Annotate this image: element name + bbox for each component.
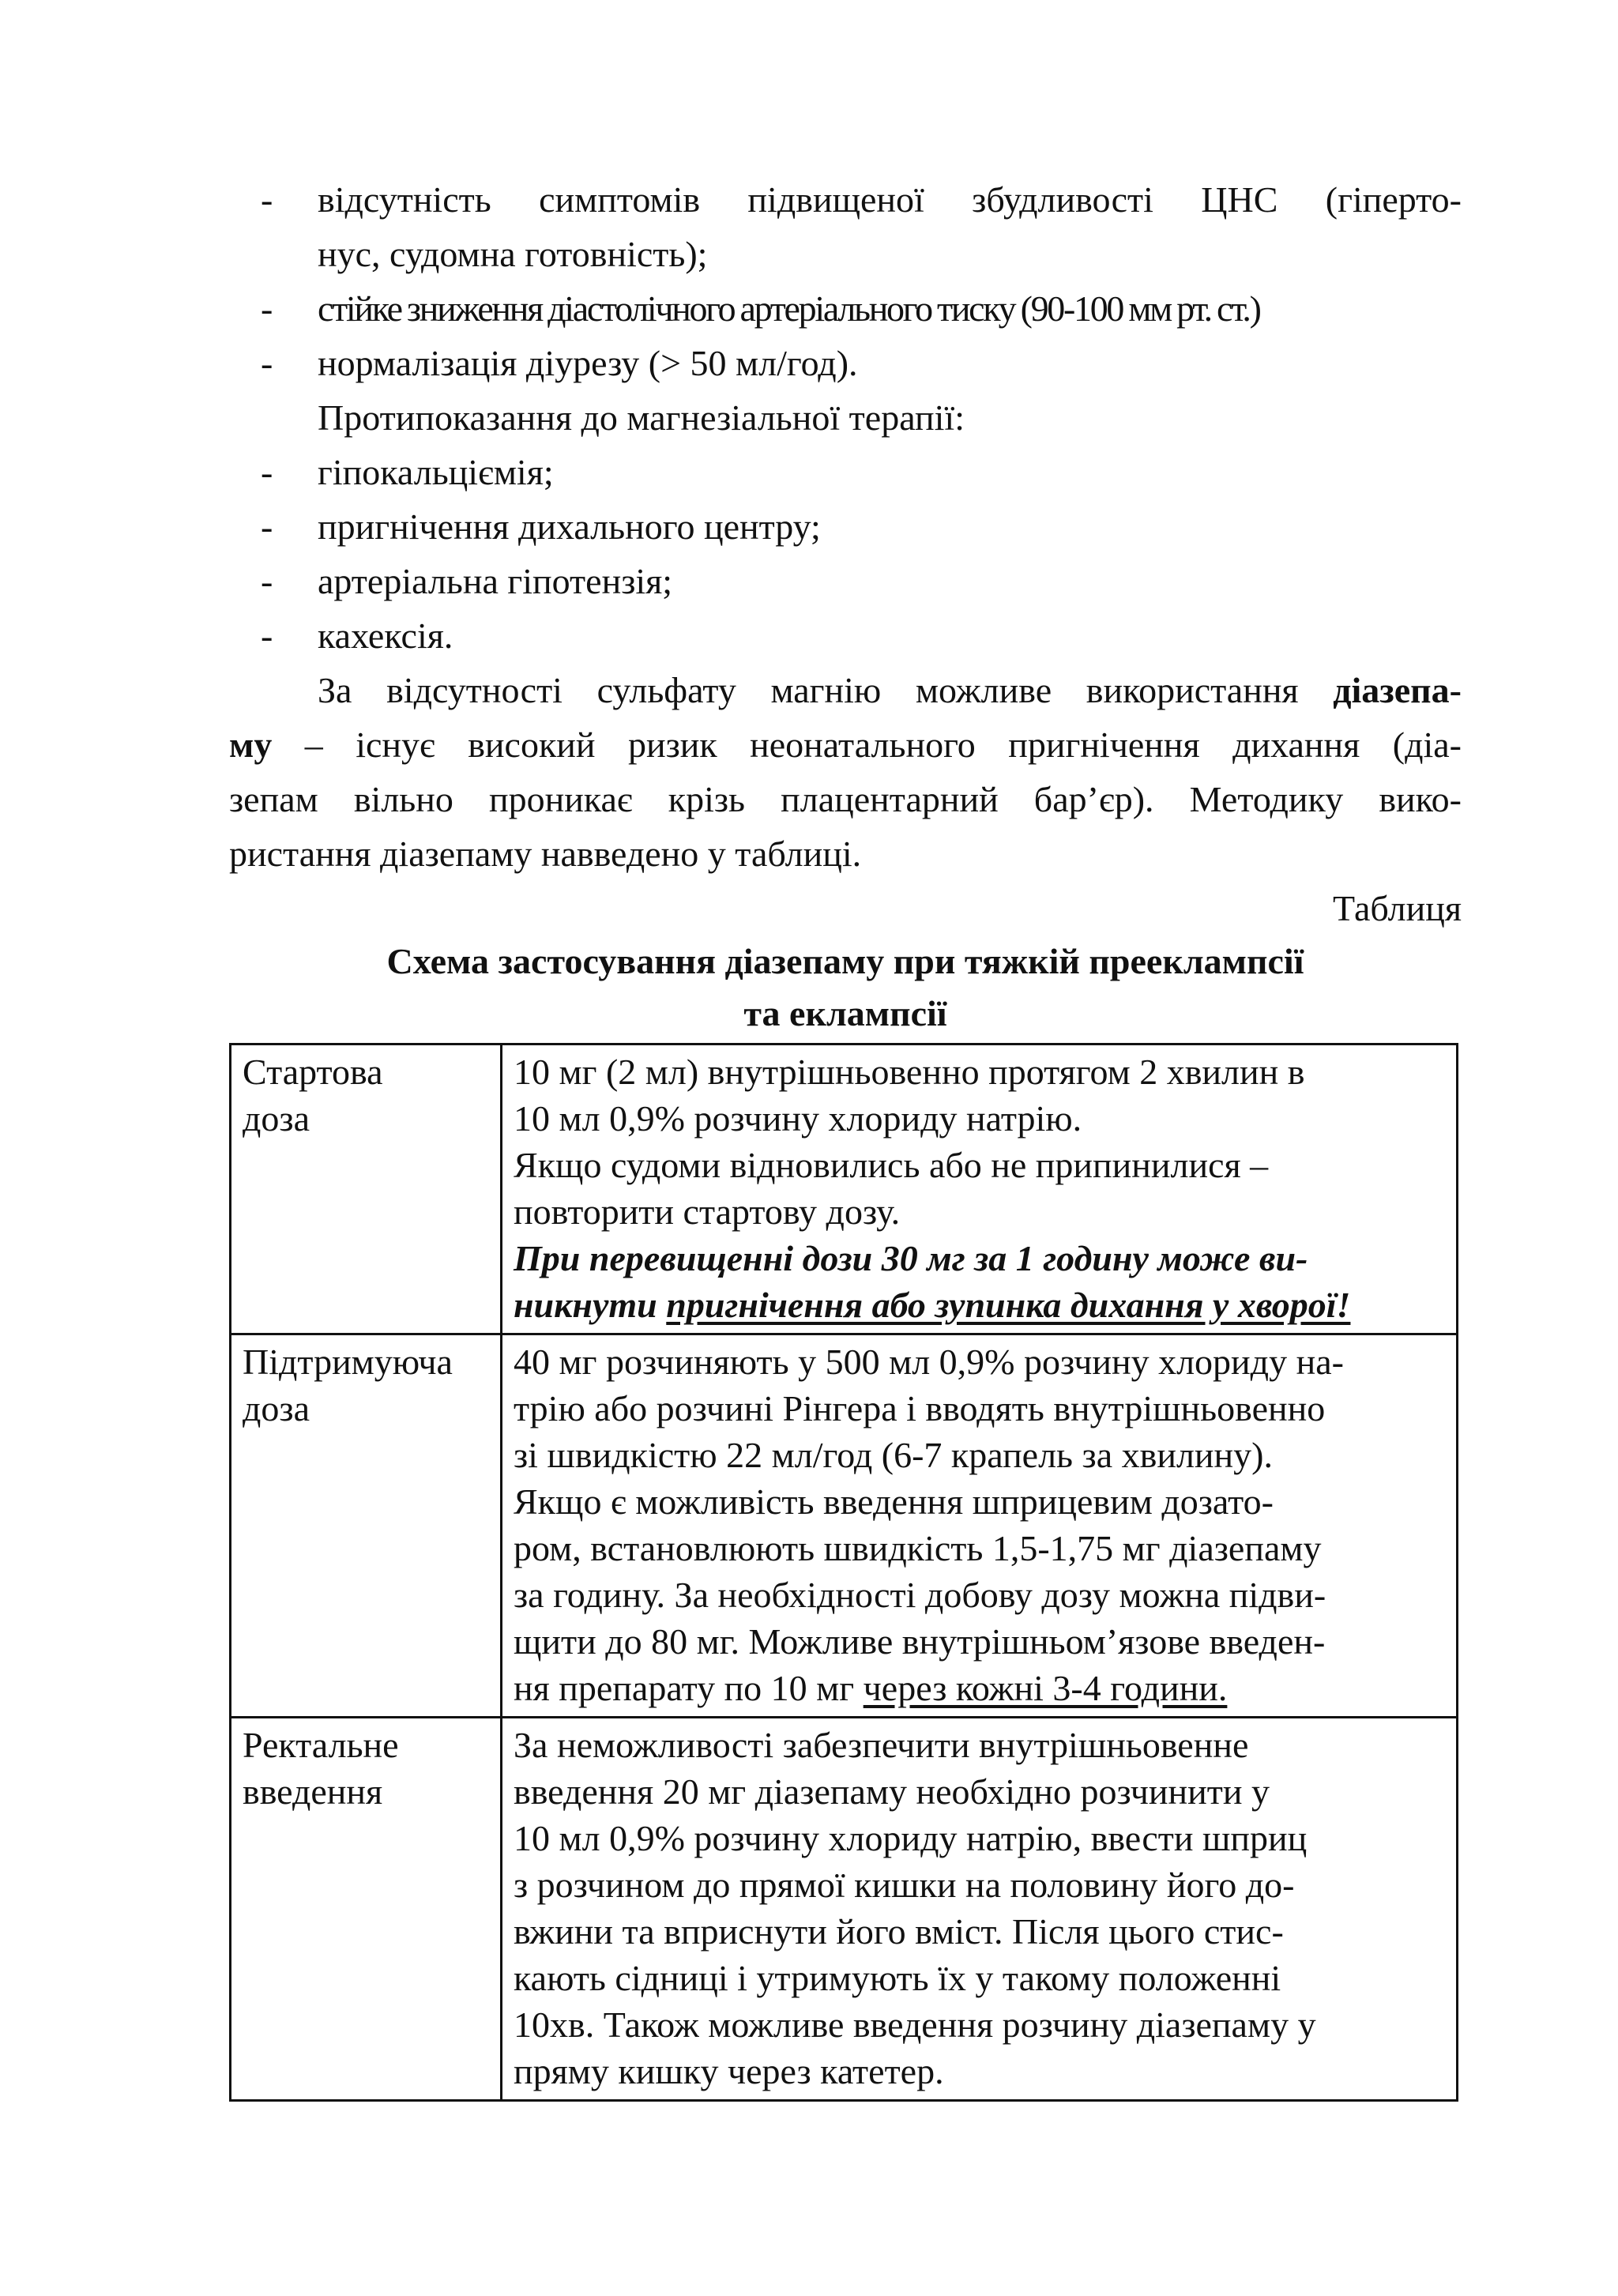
cell-text-line: трію або розчині Рінгера і вводять внутрішньовенно (514, 1388, 1326, 1428)
cell-text-line: пряму кишку через катетер. (514, 2051, 944, 2091)
list-item-text: артеріальна гіпотензія; (318, 561, 673, 601)
table-row (231, 1044, 1458, 1334)
row-content-cell (502, 1718, 1458, 2101)
list-item-text: відсутність симптомів підвищеної збудливості ЦНС (гіперто- (318, 179, 1462, 220)
list-dash: - (261, 452, 273, 492)
row-label-cell (231, 1718, 502, 2101)
cell-text-line: ром, встановлюють швидкість 1,5-1,75 мг діазепаму (514, 1528, 1322, 1568)
cell-text-line: 10хв. Також можливе введення розчину діазепаму у (514, 2004, 1316, 2045)
list-item-text: стійке зниження діастолічного артеріального тиску (90-100 мм рт. ст.) (318, 288, 1260, 329)
paragraph-text: За відсутності сульфату магнію можливе використання (318, 670, 1334, 710)
underlined-text: через кожні 3-4 години. (863, 1668, 1228, 1708)
warning-text-line (514, 1282, 1445, 1328)
row-label-cell (231, 1334, 502, 1718)
table-row (231, 1334, 1458, 1718)
list-item (229, 281, 1462, 336)
table-title (229, 935, 1462, 1040)
row-label: введення (243, 1771, 383, 1812)
list-dash: - (261, 561, 273, 601)
list-item (229, 445, 1462, 499)
list-dash: - (261, 615, 273, 656)
page-content (229, 172, 1462, 2102)
list-dash: - (261, 506, 273, 547)
list-item-text: гіпокальціємія; (318, 452, 554, 492)
row-label: Підтримуюча (243, 1342, 453, 1382)
cell-text-line: За неможливості забезпечити внутрішньовенне (514, 1725, 1249, 1765)
table-title-line: та еклампсії (743, 993, 947, 1033)
list-item-text: пригнічення дихального центру; (318, 506, 821, 547)
cell-text-line: за годину. За необхідності добову дозу можна підви- (514, 1575, 1326, 1615)
paragraph-line: зепам вільно проникає крізь плацентарний бар’єр). Методику вико- (229, 779, 1462, 819)
list-item (229, 499, 1462, 554)
cell-text-line (514, 1665, 1445, 1711)
table-title-line: Схема застосування діазепаму при тяжкій прееклампсії (386, 941, 1304, 981)
diazepam-paragraph (229, 663, 1462, 881)
row-content-cell (502, 1044, 1458, 1334)
list-item-text: кахексія. (318, 615, 453, 656)
criteria-list (229, 172, 1462, 390)
cell-text-line: 10 мг (2 мл) внутрішньовенно протягом 2 хвилин в (514, 1052, 1305, 1092)
list-item (229, 336, 1462, 390)
warning-text: никнути (514, 1285, 667, 1325)
diazepam-scheme-table (229, 1043, 1458, 2102)
paragraph-line (229, 717, 1462, 772)
cell-text-line: щити до 80 мг. Можливе внутрішньом’язове введен- (514, 1621, 1326, 1662)
paragraph-bold-text: діазепа- (1333, 670, 1462, 710)
cell-text-line: повторити стартову дозу. (514, 1191, 901, 1232)
list-item (229, 608, 1462, 663)
cell-text-line: зі швидкістю 22 мл/год (6-7 крапель за хвилину). (514, 1435, 1273, 1475)
warning-text-line: При перевищенні дози 30 мг за 1 годину може ви- (514, 1238, 1308, 1278)
row-label-cell (231, 1044, 502, 1334)
cell-text-line: вжини та вприснути його вміст. Після цього стис- (514, 1911, 1284, 1952)
cell-text-line: 40 мг розчиняють у 500 мл 0,9% розчину хлориду на- (514, 1342, 1344, 1382)
row-label: доза (243, 1098, 310, 1139)
cell-text-line: введення 20 мг діазепаму необхідно розчинити у (514, 1771, 1270, 1812)
row-label: Стартова (243, 1052, 383, 1092)
row-content-cell (502, 1334, 1458, 1718)
paragraph-line (229, 663, 1462, 717)
table-label: Таблиця (1333, 888, 1462, 928)
cell-text: ня препарату по 10 мг (514, 1668, 864, 1708)
paragraph-text: – існує високий ризик неонатального пригнічення дихання (діа- (272, 725, 1462, 765)
cell-text-line: кають сідниці і утримують їх у такому положенні (514, 1958, 1281, 1998)
cell-text-line: 10 мл 0,9% розчину хлориду натрію. (514, 1098, 1082, 1139)
row-label: Ректальне (243, 1725, 399, 1765)
list-dash: - (261, 288, 273, 329)
list-dash: - (261, 343, 273, 383)
cell-text-line: Якщо судоми відновились або не припинилися – (514, 1145, 1269, 1185)
paragraph-bold-text: му (229, 725, 273, 765)
table-row (231, 1718, 1458, 2101)
paragraph-line: ристання діазепаму навведено у таблиці. (229, 834, 862, 874)
list-item-text: нус, судомна готовність); (318, 234, 708, 274)
row-label: доза (243, 1388, 310, 1428)
list-item (229, 172, 1462, 281)
warning-underlined-text: пригнічення або зупинка дихання у хворої! (666, 1285, 1351, 1325)
list-dash: - (261, 179, 273, 220)
contraindications-list (229, 445, 1462, 663)
cell-text-line: 10 мл 0,9% розчину хлориду натрію, ввести шприц (514, 1818, 1308, 1858)
list-item-text: нормалізація діурезу (> 50 мл/год). (318, 343, 858, 383)
list-item (229, 554, 1462, 608)
cell-text-line: з розчином до прямої кишки на половину його до- (514, 1865, 1295, 1905)
contraindications-heading: Протипоказання до магнезіальної терапії: (318, 397, 965, 438)
cell-text-line: Якщо є можливість введення шприцевим дозато- (514, 1481, 1274, 1522)
